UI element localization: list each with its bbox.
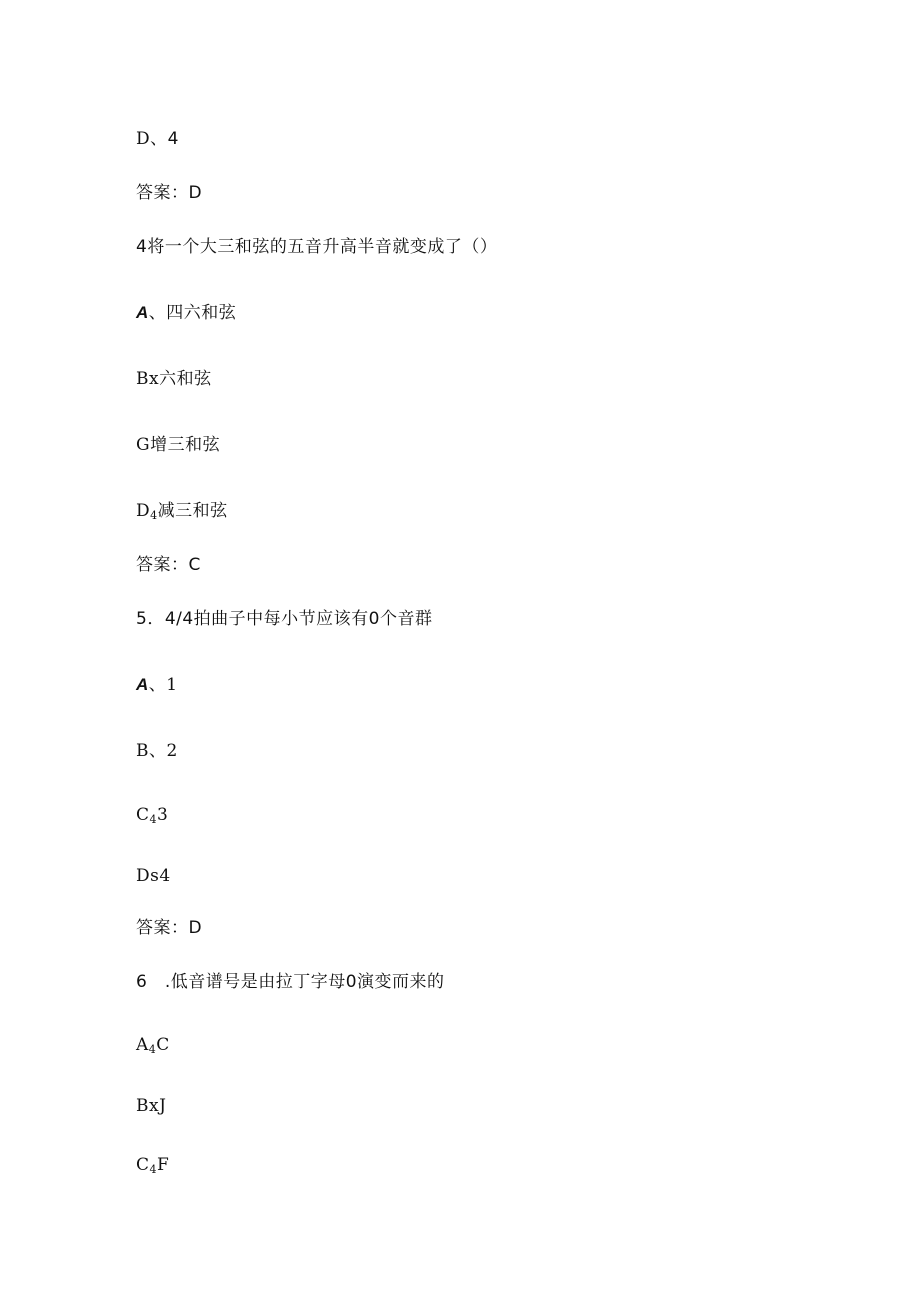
q3-answer: [136, 182, 202, 204]
option-letter: Ds: [136, 866, 160, 886]
q4-answer: [136, 554, 201, 576]
option-subscript: 4: [149, 813, 158, 826]
option-letter: A: [136, 303, 149, 322]
option-letter: G: [136, 435, 151, 455]
option-letter: Bx: [136, 1096, 160, 1116]
option-text: 4: [159, 866, 171, 886]
q5-option-b: [136, 740, 178, 762]
option-letter: D: [136, 129, 151, 149]
option-letter: B: [136, 741, 149, 761]
option-subscript: 4: [150, 509, 158, 522]
question-text: 5．4/4拍曲子中每小节应该有0个音群: [136, 609, 433, 629]
answer-text: 答案：C: [136, 555, 201, 575]
option-letter: Bx: [136, 369, 160, 389]
option-subscript: 4: [148, 1043, 157, 1056]
option-text: J: [159, 1096, 167, 1116]
answer-text: 答案：D: [136, 183, 203, 203]
q5-option-a: [136, 674, 178, 696]
q3-option-d: [136, 128, 179, 150]
option-text: 增三和弦: [150, 435, 221, 455]
q6-option-b: [136, 1095, 166, 1117]
question-text: 6 .低音谱号是由拉丁字母0演变而来的: [136, 972, 445, 992]
q5-option-c: [136, 804, 168, 831]
q4-question: [136, 236, 497, 258]
option-text: 、1: [148, 675, 178, 695]
option-subscript: 4: [149, 1163, 158, 1176]
option-letter: C: [136, 1155, 150, 1175]
q5-answer: [136, 917, 202, 939]
q4-option-c: [136, 434, 220, 456]
q6-option-c: [136, 1154, 169, 1181]
option-letter: C: [136, 805, 150, 825]
q4-option-b: [136, 368, 212, 390]
option-text: 减三和弦: [157, 501, 228, 521]
q4-option-d: [136, 500, 228, 527]
q5-question: [136, 608, 433, 630]
q4-option-a: [136, 302, 236, 324]
option-text: 、4: [150, 129, 179, 149]
option-letter: A: [136, 675, 149, 694]
option-text: 、2: [149, 741, 178, 761]
option-text: 3: [157, 805, 169, 825]
option-text: 、四六和弦: [148, 303, 237, 323]
question-text: 4将一个大三和弦的五音升高半音就变成了（）: [136, 237, 498, 257]
q6-question: [136, 971, 445, 993]
option-text: F: [157, 1155, 170, 1175]
q6-option-a: [136, 1034, 170, 1061]
answer-text: 答案：D: [136, 918, 203, 938]
q5-option-d: [136, 865, 171, 887]
option-letter: A: [136, 1035, 149, 1055]
option-text: 六和弦: [159, 369, 212, 389]
option-text: C: [156, 1035, 170, 1055]
option-letter: D: [136, 501, 151, 521]
